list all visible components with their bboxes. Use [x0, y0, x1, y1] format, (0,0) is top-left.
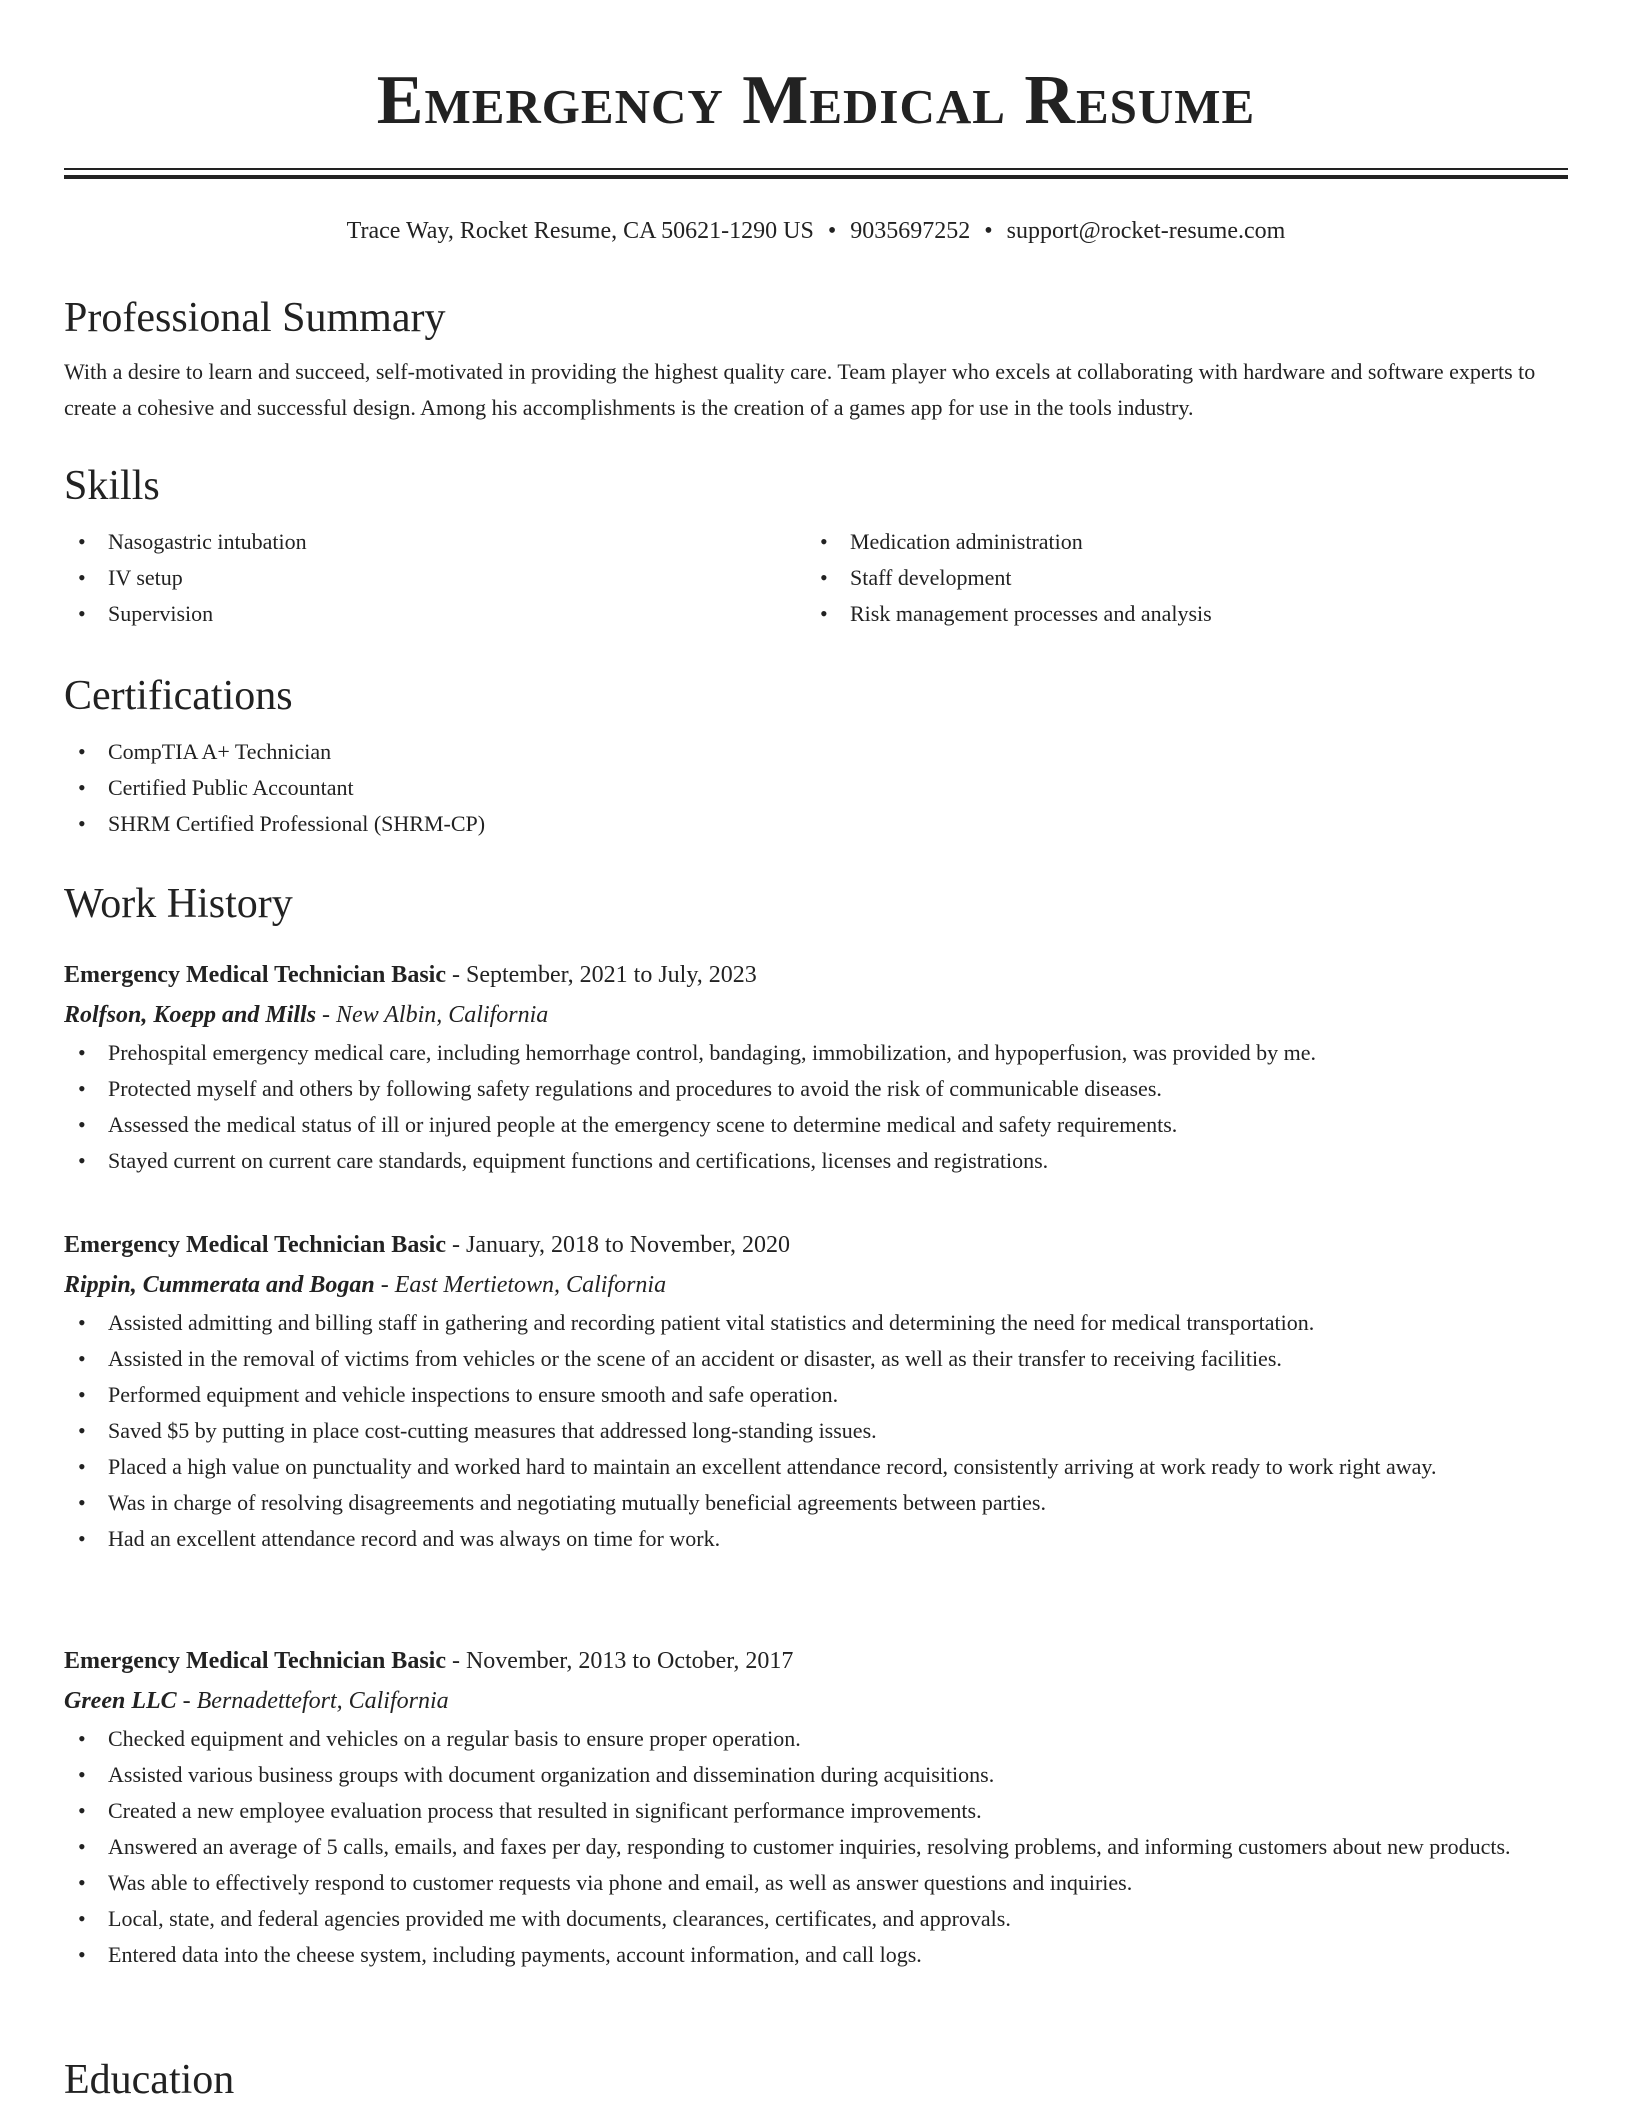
job-bullet: • Prehospital emergency medical care, including hemorrhage control, bandaging, immobilization, and hypoperfusion, was provided by me. [64, 1035, 1568, 1071]
job-bullet: • Placed a high value on punctuality and worked hard to maintain an excellent attendance record, consistently arriving at work ready to work right away. [64, 1449, 1568, 1485]
job-entry [64, 1641, 1568, 1973]
job-title: Emergency Medical Technician Basic [64, 1648, 446, 1674]
job-bullet: • Saved $5 by putting in place cost-cutting measures that addressed long-standing issues. [64, 1413, 1568, 1449]
job-entry [64, 1225, 1568, 1557]
job-bullets [64, 1721, 1568, 1973]
job-bullet: • Assisted in the removal of victims from vehicles or the scene of an accident or disaster, as well as their transfer to receiving facilities. [64, 1341, 1568, 1377]
contact-address: Trace Way, Rocket Resume, CA 50621-1290 US [346, 218, 814, 244]
skill-item: • Nasogastric intubation [64, 524, 806, 560]
skill-item: • Staff development [806, 560, 1548, 596]
job-company-line [64, 1265, 1568, 1305]
skills-columns [64, 524, 1568, 632]
job-bullet: • Was able to effectively respond to customer requests via phone and email, as well as answer questions and inquiries. [64, 1865, 1568, 1901]
job-company: Rolfson, Koepp and Mills [64, 1002, 317, 1028]
job-bullet: • Assessed the medical status of ill or injured people at the emergency scene to determine medical and safety requirements. [64, 1107, 1568, 1143]
job-dates: - January, 2018 to November, 2020 [445, 1232, 791, 1258]
job-company: Rippin, Cummerata and Bogan [64, 1272, 375, 1298]
certification-item: • SHRM Certified Professional (SHRM-CP) [64, 806, 1568, 842]
work-heading-block [64, 878, 1568, 930]
job-bullet: • Had an excellent attendance record and was always on time for work. [64, 1521, 1568, 1557]
contact-separator: • [827, 218, 837, 244]
job-title: Emergency Medical Technician Basic [64, 1232, 446, 1258]
job-bullet: • Performed equipment and vehicle inspections to ensure smooth and safe operation. [64, 1377, 1568, 1413]
job-title-line [64, 955, 1568, 995]
summary-heading: Professional Summary [64, 295, 446, 341]
resume-title: Emergency Medical Resume [376, 62, 1256, 139]
skills-section [64, 460, 1568, 632]
work-heading: Work History [64, 881, 293, 927]
education-heading: Education [64, 2057, 235, 2103]
skill-item: • Supervision [64, 596, 806, 632]
job-bullet: • Local, state, and federal agencies provided me with documents, clearances, certificates, and approvals. [64, 1901, 1568, 1937]
certifications-section [64, 670, 1568, 842]
job-dates: - September, 2021 to July, 2023 [445, 962, 757, 988]
job-bullets [64, 1035, 1568, 1179]
job-title-line [64, 1225, 1568, 1265]
contact-phone[interactable]: 9035697252 [850, 218, 971, 244]
skill-item: • Medication administration [806, 524, 1548, 560]
job-bullet: • Entered data into the cheese system, including payments, account information, and call logs. [64, 1937, 1568, 1973]
skill-item: • IV setup [64, 560, 806, 596]
certifications-list [64, 734, 1568, 842]
contact-line [64, 214, 1568, 248]
skills-heading: Skills [64, 463, 160, 509]
job-bullet: • Assisted admitting and billing staff in gathering and recording patient vital statistics and determining the need for medical transportation. [64, 1305, 1568, 1341]
job-bullet: • Protected myself and others by following safety regulations and procedures to avoid the risk of communicable diseases. [64, 1071, 1568, 1107]
job-bullet: • Created a new employee evaluation process that resulted in significant performance improvements. [64, 1793, 1568, 1829]
certifications-heading: Certifications [64, 673, 293, 719]
contact-email[interactable]: support@rocket-resume.com [1006, 218, 1286, 244]
job-bullet: • Stayed current on current care standards, equipment functions and certifications, licenses and registrations. [64, 1143, 1568, 1179]
summary-text: With a desire to learn and succeed, self-motivated in providing the highest quality care. Team player who excels at collaborating with hardware and software experts to create a cohesive and successful design. Among his accomplishments is the creation of a games app for use in the tools industry. [64, 359, 1536, 420]
job-company-line [64, 1681, 1568, 1721]
contact-separator: • [984, 218, 993, 244]
skills-list-left [64, 524, 806, 632]
job-location: - New Albin, California [316, 1002, 549, 1028]
job-title-line [64, 1641, 1568, 1681]
job-location: - East Mertietown, California [374, 1272, 667, 1298]
skills-list-right [806, 524, 1548, 632]
education-section [64, 2054, 1568, 2106]
certification-item: • CompTIA A+ Technician [64, 734, 1568, 770]
job-entry [64, 955, 1568, 1179]
title-rule-thick [64, 175, 1568, 179]
job-location: - Bernadettefort, California [176, 1688, 449, 1714]
job-bullet: • Assisted various business groups with document organization and dissemination during acquisitions. [64, 1757, 1568, 1793]
job-company: Green LLC [64, 1688, 177, 1714]
job-dates: - November, 2013 to October, 2017 [445, 1648, 794, 1674]
job-bullets [64, 1305, 1568, 1557]
job-bullet: • Was in charge of resolving disagreements and negotiating mutually beneficial agreements between parties. [64, 1485, 1568, 1521]
summary-section [64, 292, 1568, 426]
job-bullet: • Checked equipment and vehicles on a regular basis to ensure proper operation. [64, 1721, 1568, 1757]
title-rule-thin [64, 168, 1568, 170]
job-title: Emergency Medical Technician Basic [64, 962, 446, 988]
job-company-line [64, 995, 1568, 1035]
certification-item: • Certified Public Accountant [64, 770, 1568, 806]
job-bullet: • Answered an average of 5 calls, emails, and faxes per day, responding to customer inquiries, resolving problems, and informing customers about new products. [64, 1829, 1568, 1865]
skill-item: • Risk management processes and analysis [806, 596, 1548, 632]
